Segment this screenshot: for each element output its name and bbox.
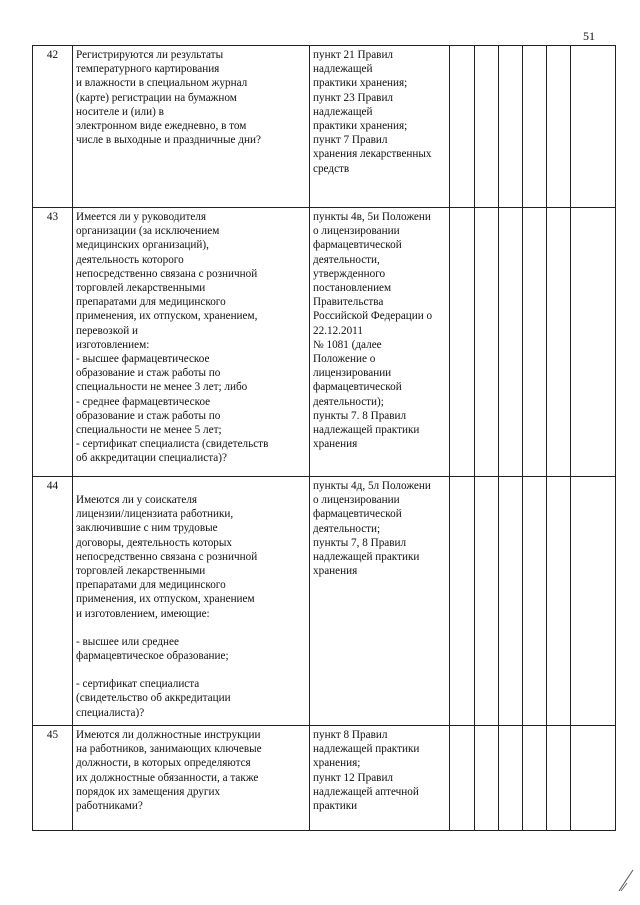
page-number: 51	[583, 29, 595, 43]
answer-cell	[475, 477, 499, 726]
question-line: образование и стаж работы по	[76, 409, 221, 422]
answer-cell	[450, 46, 475, 208]
question-cell	[73, 208, 310, 477]
answer-cell	[475, 726, 499, 831]
question-line: на работников, занимающих ключевые	[76, 743, 262, 756]
reference-line: пункт 12 Правил	[313, 771, 394, 784]
question-cell	[73, 477, 310, 726]
reference-line: надлежащей практики	[313, 743, 420, 756]
reference-line: Положение о	[313, 353, 376, 366]
question-line: применения, их отпуском, хранением,	[76, 310, 258, 323]
reference-line: о лицензировании	[313, 494, 400, 507]
reference-cell	[310, 46, 450, 208]
table-row	[33, 208, 616, 477]
answer-cell	[499, 208, 523, 477]
reference-line: надлежащей аптечной	[313, 785, 419, 798]
row-number: 42	[33, 46, 73, 208]
question-line: специальности не менее 3 лет; либо	[76, 381, 248, 394]
table-row	[33, 726, 616, 831]
reference-line: фармацевтической	[313, 239, 402, 252]
reference-line: деятельности,	[313, 253, 380, 266]
question-line: деятельность которого	[76, 253, 184, 266]
question-line: специалиста)?	[76, 706, 145, 719]
answer-cell	[475, 208, 499, 477]
question-line: торговлей лекарственными	[76, 565, 206, 578]
question-line: работниками?	[76, 800, 143, 813]
question-line: перевозкой и	[76, 324, 138, 337]
reference-line: надлежащей	[313, 105, 373, 118]
answer-cell	[450, 477, 475, 726]
reference-cell	[310, 208, 450, 477]
reference-line: средств	[313, 162, 350, 175]
question-line: об аккредитации специалиста)?	[76, 452, 227, 465]
answer-cell	[450, 208, 475, 477]
question-line: и влажности в специальном журнал	[76, 77, 248, 90]
answer-cell	[523, 208, 547, 477]
question-line: организации (за исключением	[76, 225, 220, 238]
answer-cell	[547, 46, 571, 208]
question-line: и изготовлением, имеющие:	[76, 607, 210, 620]
question-line: препаратами для медицинского	[76, 296, 226, 309]
answer-cell	[450, 726, 475, 831]
question-line: - высшее или среднее	[76, 635, 179, 648]
question-line: медицинских организаций),	[76, 239, 209, 252]
reference-line: хранения	[313, 438, 358, 451]
reference-line: надлежащей практики	[313, 424, 420, 437]
question-line: Имеется ли у руководителя	[76, 211, 207, 223]
reference-line: деятельности);	[313, 395, 384, 408]
question-line: - высшее фармацевтическое	[76, 353, 210, 366]
answer-cell	[499, 726, 523, 831]
reference-line: деятельности;	[313, 522, 381, 535]
answer-cell	[523, 46, 547, 208]
question-line: заключившие с ним трудовые	[76, 522, 218, 535]
reference-line: фармацевтической	[313, 508, 402, 521]
reference-cell	[310, 726, 450, 831]
reference-line: пункт 21 Правил	[313, 49, 394, 61]
reference-line: постановлением	[313, 282, 392, 295]
reference-line: пункты 7. 8 Правил	[313, 409, 407, 422]
pen-mark	[618, 868, 634, 892]
reference-line: утвержденного	[313, 267, 386, 280]
row-number: 43	[33, 208, 73, 477]
question-cell	[73, 726, 310, 831]
reference-line: практики хранения;	[313, 77, 408, 90]
question-line: непосредственно связана с розничной	[76, 267, 258, 280]
reference-line: Российской Федерации о	[313, 310, 433, 323]
answer-cell	[523, 477, 547, 726]
question-line: применения, их отпуском, хранением	[76, 593, 255, 606]
question-line: (свидетельство об аккредитации	[76, 692, 231, 705]
question-line: торговлей лекарственными	[76, 282, 206, 295]
question-line: температурного картирования	[76, 63, 220, 76]
question-line: специальности не менее 5 лет;	[76, 424, 222, 437]
answer-cell	[475, 46, 499, 208]
question-line: - среднее фармацевтическое	[76, 395, 211, 408]
reference-line: надлежащей	[313, 63, 373, 76]
question-line: Имеются ли должностные инструкции	[76, 729, 261, 741]
answer-cell	[571, 208, 616, 477]
row-number: 44	[33, 477, 73, 726]
row-number: 45	[33, 726, 73, 831]
answer-cell	[547, 208, 571, 477]
question-line: Регистрируются ли результаты	[76, 49, 224, 61]
question-line: (карте) регистрации на бумажном	[76, 91, 237, 104]
question-line: фармацевтическое образование;	[76, 650, 229, 663]
question-line: изготовлением:	[76, 338, 150, 351]
question-line: электронном виде ежедневно, в том	[76, 120, 247, 133]
answer-cell	[571, 46, 616, 208]
question-line: - сертификат специалиста	[76, 678, 200, 691]
question-line: образование и стаж работы по	[76, 367, 221, 380]
table-body	[33, 46, 616, 831]
blank-line	[76, 663, 306, 677]
question-line: их должностные обязанности, а также	[76, 771, 259, 784]
question-line: - сертификат специалиста (свидетельств	[76, 438, 269, 451]
reference-line: пункт 23 Правил	[313, 91, 394, 104]
reference-line: пункты 4д, 5л Положени	[313, 480, 431, 492]
question-line: лицензии/лицензиата работники,	[76, 508, 234, 521]
question-line: препаратами для медицинского	[76, 579, 226, 592]
reference-line: хранения	[313, 565, 358, 578]
reference-line: пункты 7, 8 Правил	[313, 536, 407, 549]
reference-line: надлежащей практики	[313, 551, 420, 564]
question-line: договоры, деятельность которых	[76, 536, 233, 549]
table-row	[33, 46, 616, 208]
reference-line: фармацевтической	[313, 381, 402, 394]
answer-cell	[499, 46, 523, 208]
question-line: порядок их замещения других	[76, 785, 221, 798]
reference-line: пункт 7 Правил	[313, 134, 388, 147]
reference-line: о лицензировании	[313, 225, 400, 238]
question-line: непосредственно связана с розничной	[76, 550, 258, 563]
reference-line: хранения лекарственных	[313, 148, 432, 161]
answer-cell	[571, 477, 616, 726]
reference-line: Правительства	[313, 296, 384, 309]
reference-line: хранения;	[313, 757, 361, 770]
answer-cell	[547, 477, 571, 726]
table-row	[33, 477, 616, 726]
reference-line: практики хранения;	[313, 120, 408, 133]
reference-line: лицензировании	[313, 367, 392, 380]
question-cell	[73, 46, 310, 208]
question-line: Имеются ли у соискателя	[76, 494, 198, 506]
reference-line: пункт 8 Правил	[313, 729, 388, 741]
reference-line: практики	[313, 800, 358, 813]
answer-cell	[523, 726, 547, 831]
blank-line	[76, 621, 306, 635]
answer-cell	[571, 726, 616, 831]
answer-cell	[499, 477, 523, 726]
reference-line: 22.12.2011	[313, 324, 363, 337]
checklist-table	[32, 45, 616, 831]
reference-line: № 1081 (далее	[313, 338, 382, 351]
question-line: числе в выходные и праздничные дни?	[76, 134, 261, 147]
reference-cell	[310, 477, 450, 726]
reference-line: пункты 4в, 5и Положени	[313, 211, 431, 223]
answer-cell	[547, 726, 571, 831]
question-line: носителе и (или) в	[76, 105, 164, 118]
question-line: должности, в которых определяются	[76, 757, 251, 770]
